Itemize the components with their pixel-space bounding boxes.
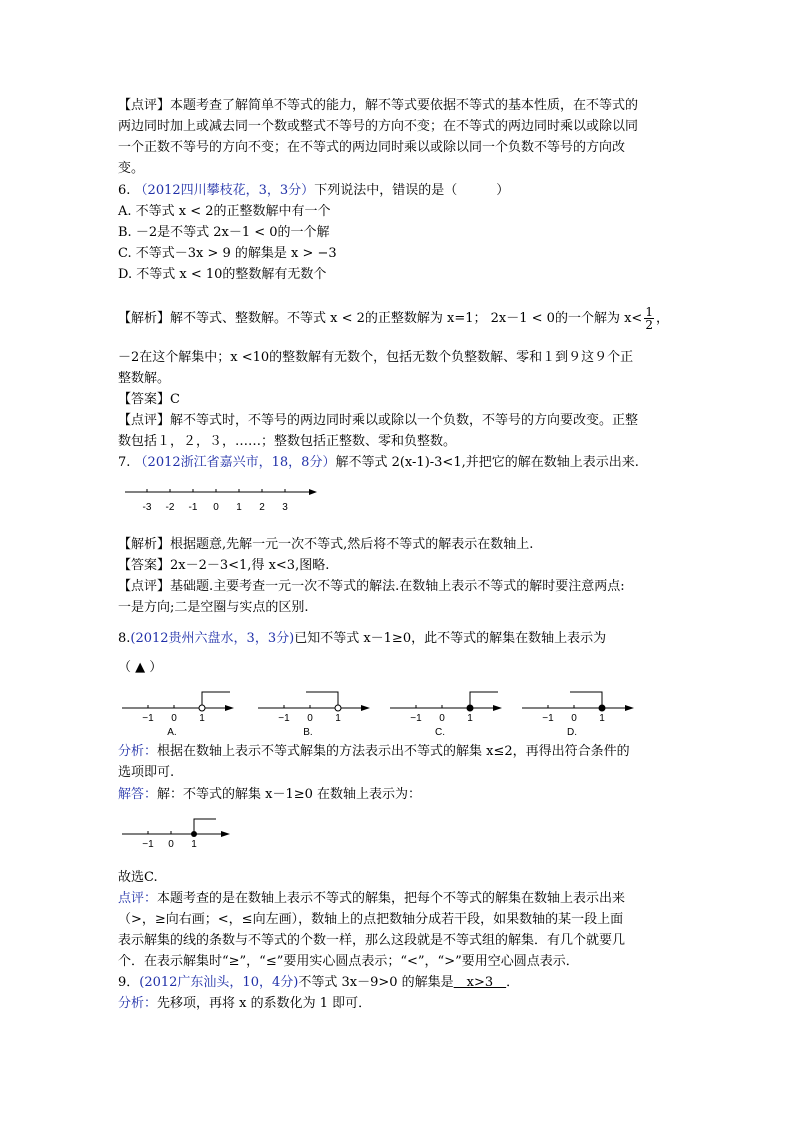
q9-stem-end: ．: [506, 975, 520, 990]
q6-option-d: D. 不等式 x < 10的整数解有无数个: [118, 267, 327, 282]
q8-solution-tick-label: 0: [168, 839, 174, 850]
q6-answer: 【答案】C: [118, 392, 180, 407]
q7-tick-label: 0: [213, 502, 219, 513]
q6-fraction-numerator: 1: [645, 305, 653, 319]
q6-analysis-line-3: 整数解。: [118, 371, 171, 386]
q8-option-figure: [390, 692, 502, 738]
q8-axis-arrow: [625, 705, 634, 711]
q7-tick-label: -1: [188, 502, 198, 513]
q6-option-b: B. －2是不等式 2x－1 < 0的一个解: [118, 225, 330, 240]
q8-solid-dot: [467, 705, 473, 711]
q6-stem-line: [118, 181, 509, 200]
q6-stem: 下列说法中，错误的是（ ）: [314, 183, 510, 198]
q8-tick-label: 0: [439, 713, 445, 724]
q5-review-line-4: 变。: [118, 161, 145, 176]
q6-option-a: A. 不等式 x < 2的正整数解中有一个: [118, 204, 331, 219]
q8-tick-label: −1: [542, 713, 554, 724]
q7-tick-label: -3: [142, 502, 152, 513]
q7-number: 7.: [118, 455, 131, 470]
q8-solution-ray: [306, 692, 338, 708]
q8-solution-tick-label: −1: [142, 839, 154, 850]
q8-option-figures: [122, 686, 642, 738]
q8-review-line-4: 个．在表示解集时“≥”，“≤”要用实心圆点表示；“<”，“>”要用空心圆点表示．: [118, 954, 579, 969]
q6-fraction: [644, 306, 654, 331]
q8-option-label: B.: [303, 727, 313, 738]
q8-hollow-dot: [335, 705, 341, 711]
q8-review-line-3: 表示解集的线的条数与不等式的个数一样，那么这段就是不等式组的解集．有几个就要几: [118, 933, 626, 948]
q8-tick-label: −1: [278, 713, 290, 724]
q8-stem: 已知不等式 x－1≥0，此不等式的解集在数轴上表示为: [294, 631, 607, 646]
q8-option-label: A.: [167, 727, 177, 738]
q8-tick-label: 1: [599, 713, 605, 724]
q8-option-figure: [522, 692, 634, 738]
q8-tick-label: 1: [335, 713, 341, 724]
q8-solution-dot: [191, 831, 197, 837]
q6-number: 6.: [118, 183, 131, 198]
q8-review-label: 点评：: [118, 891, 158, 906]
q8-solution-text: 解：不等式的解集 x－1≥0 在数轴上表示为：: [157, 787, 422, 802]
q7-tick-label: 1: [236, 502, 242, 513]
q8-source: (2012贵州六盘水，3，3分): [130, 631, 295, 646]
q6-analysis-line-2: －2在这个解集中；x <10的整数解有无数个，包括无数个负整数解、零和１到９这９个正: [118, 350, 634, 365]
q8-solution-tick-label: 1: [191, 839, 197, 850]
q9-stem-line: [118, 973, 519, 992]
q7-analysis: 【解析】根据题意,先解一元一次不等式,然后将不等式的解表示在数轴上.: [118, 537, 534, 552]
q8-axis-arrow: [493, 705, 502, 711]
q5-review-line-3: 一个正数不等号的方向不变；在不等式的两边同时乘以或除以同一个负数不等号的方向改: [118, 140, 626, 155]
q9-analysis-line: [118, 994, 371, 1013]
q8-review-line-1: [118, 889, 625, 908]
q7-source: （2012浙江省嘉兴市，18，8分）: [134, 455, 336, 470]
q6-review-line-1: 【点评】解不等式时，不等号的两边同时乘以或除以一个负数，不等号的方向要改变。正整: [118, 413, 639, 428]
q7-review-line-2: 一是方向;二是空圈与实点的区别.: [118, 600, 309, 615]
q8-option-figure: [258, 692, 370, 738]
q7-stem: 解不等式 2(x-1)-3<1,并把它的解在数轴上表示出来.: [335, 455, 639, 470]
q7-stem-line: [118, 453, 639, 472]
q9-stem: 不等式 3x－9>0 的解集是: [298, 975, 454, 990]
q5-review-line-1: 【点评】本题考查了解简单不等式的能力，解不等式要依据不等式的基本性质，在不等式的: [118, 98, 639, 113]
q8-choose: 故选C.: [118, 870, 158, 885]
q8-analysis-label: 分析：: [118, 744, 158, 759]
q8-review-text: 本题考查的是在数轴上表示不等式的解集，把每个不等式的解集在数轴上表示出来: [157, 891, 626, 906]
q9-analysis-label: 分析：: [118, 996, 158, 1011]
q6-review-line-2: 数包括１，２，３，……；整数包括正整数、零和负整数。: [118, 434, 457, 449]
q8-axis-arrow: [361, 705, 370, 711]
q8-stem-blank: （ ▲ ）: [118, 660, 163, 675]
q8-number: 8.: [118, 631, 131, 646]
q7-number-line: [125, 484, 325, 518]
q8-tick-label: 0: [171, 713, 177, 724]
q8-option-label: D.: [567, 727, 577, 738]
q8-analysis-text: 根据在数轴上表示不等式解集的方法表示出不等式的解集 x≤2，再得出符合条件的: [157, 744, 630, 759]
q8-tick-label: 0: [307, 713, 313, 724]
q7-review-line-1: 【点评】基础题.主要考查一元一次不等式的解法.在数轴上表示不等式的解时要注意两点:: [118, 579, 625, 594]
q8-review-line-2: （>，≥向右画；<，≤向左画），数轴上的点把数轴分成若干段，如果数轴的某一段上面: [118, 912, 624, 927]
q5-review-line-2: 两边同时加上或减去同一个数或整式不等号的方向不变；在不等式的两边同时乘以或除以同: [118, 119, 639, 134]
q8-analysis-line-1: [118, 742, 630, 761]
q7-answer: 【答案】2x－2－3<1,得 x<3,图略.: [118, 558, 330, 573]
q6-analysis-text: 【解析】解不等式、整数解。不等式 x < 2的正整数解为 x=1； 2x－1 < 0的一个解为 x<: [118, 311, 643, 326]
q7-tick-label: 3: [282, 502, 288, 513]
q6-analysis-line-1: [118, 306, 669, 331]
q9-answer-blank: x>3: [453, 975, 507, 990]
q8-option-figure: [122, 692, 234, 738]
q8-stem-line: [118, 629, 606, 648]
q8-axis-arrow: [225, 705, 234, 711]
q9-number: 9．: [118, 975, 140, 990]
q6-source: （2012四川攀枝花，3，3分）: [134, 183, 315, 198]
q8-tick-label: 1: [467, 713, 473, 724]
q8-solid-dot: [599, 705, 605, 711]
q8-solution-ray: [194, 819, 216, 834]
q8-tick-label: 1: [199, 713, 205, 724]
q8-solution-number-line: [122, 816, 242, 852]
q8-solution-line: [118, 785, 421, 804]
q6-analysis-tail: ，: [655, 311, 669, 326]
q8-solution-label: 解答：: [118, 787, 158, 802]
q6-option-c: C. 不等式－3x > 9 的解集是 x > −3: [118, 246, 337, 261]
q9-source: (2012广东汕头，10，4分): [139, 975, 299, 990]
q7-axis-arrow: [309, 489, 317, 495]
q9-analysis-text: 先移项，再将 x 的系数化为 1 即可．: [157, 996, 372, 1011]
q8-tick-label: −1: [142, 713, 154, 724]
q8-tick-label: 0: [571, 713, 577, 724]
q8-solution-axis-arrow: [221, 831, 230, 837]
q8-analysis-line-2: 选项即可.: [118, 765, 175, 780]
q8-option-label: C.: [435, 727, 445, 738]
q8-tick-label: −1: [410, 713, 422, 724]
q8-hollow-dot: [199, 705, 205, 711]
q7-tick-label: -2: [165, 502, 175, 513]
q8-solution-ray: [570, 692, 602, 708]
q6-fraction-denominator: 2: [645, 318, 653, 332]
q7-tick-label: 2: [259, 502, 265, 513]
